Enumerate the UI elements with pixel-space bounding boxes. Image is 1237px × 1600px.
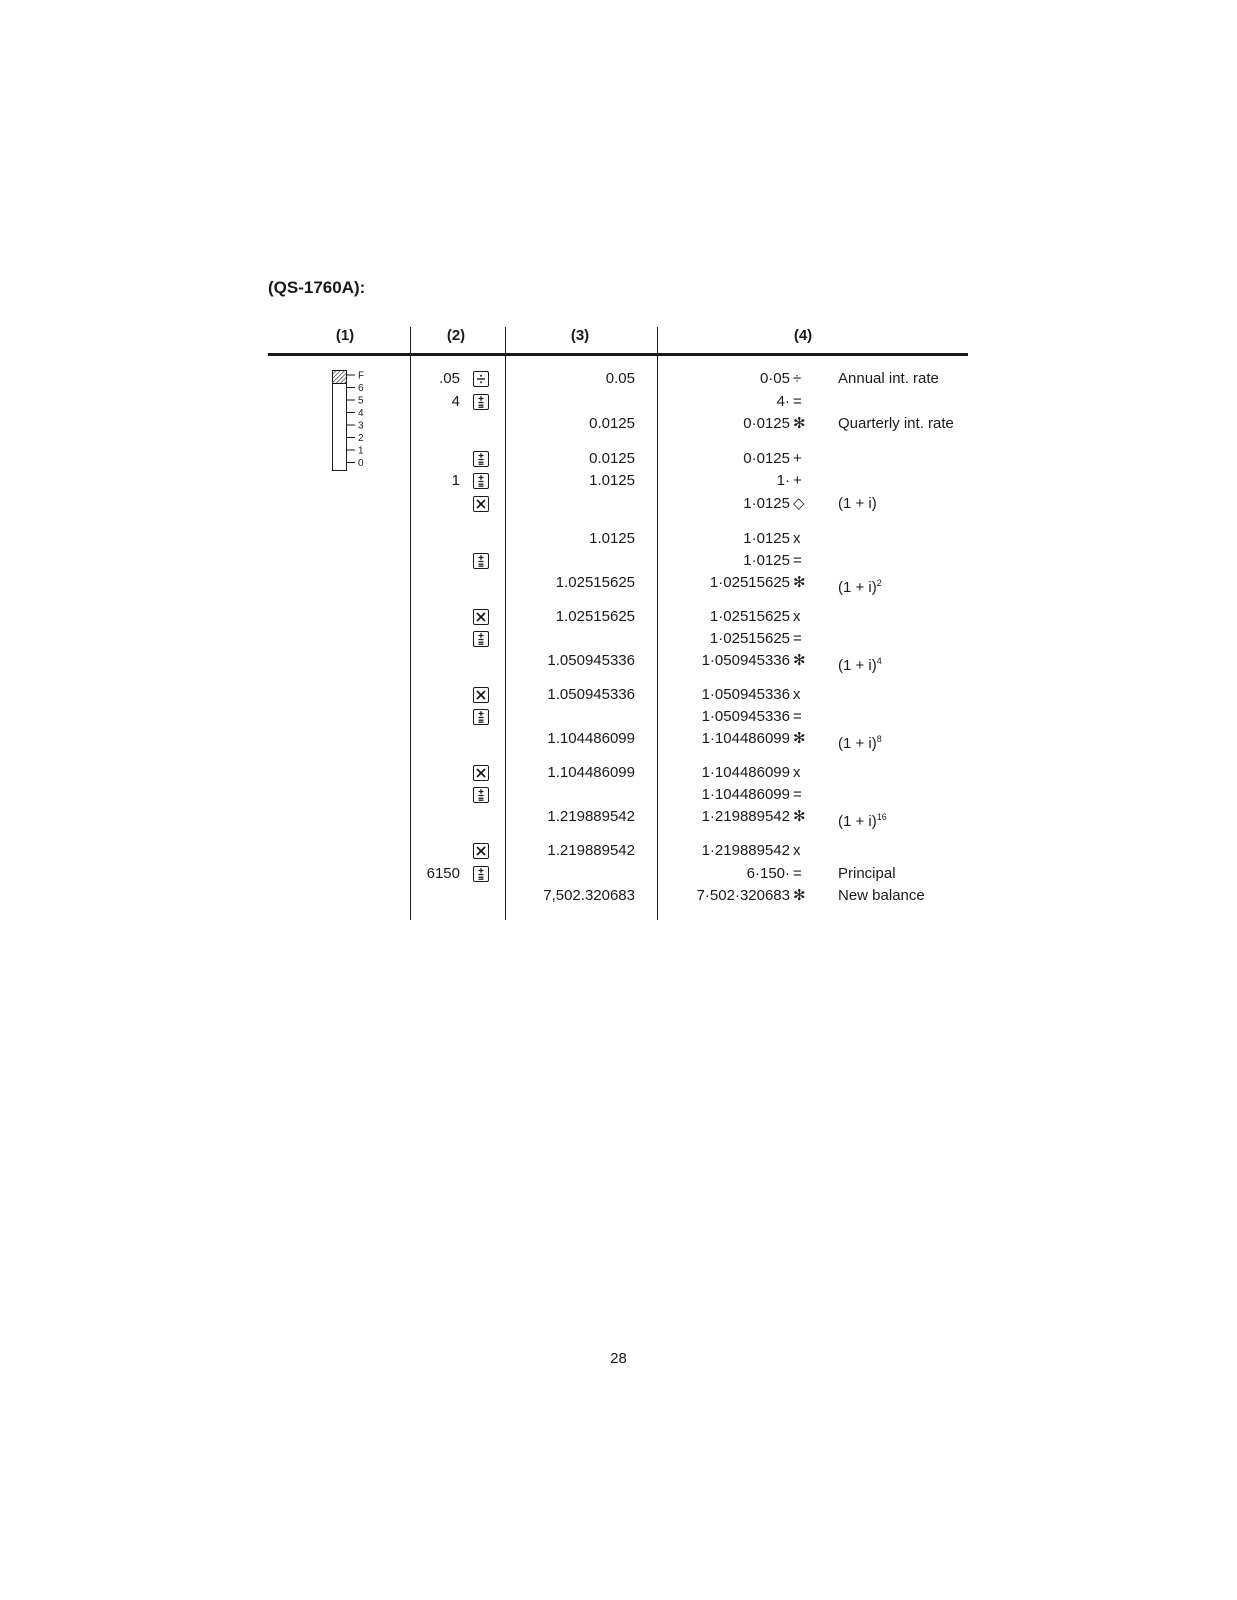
- selector-position-label: 2: [358, 433, 364, 444]
- row-note: [838, 652, 882, 675]
- tape-value: 1·104486099: [701, 786, 790, 803]
- row-note-text: (1 + i): [838, 657, 877, 674]
- tape-value: 1·050945336: [701, 686, 790, 703]
- tape-operator: =: [793, 865, 802, 882]
- tape-value: 0·0125: [743, 450, 790, 467]
- display-value: 7,502.320683: [543, 887, 635, 904]
- tape-operator: ✻: [793, 730, 806, 747]
- row-note-text: (1 + i): [838, 495, 877, 512]
- row-note: [838, 865, 896, 883]
- tape-operator: x: [793, 686, 801, 703]
- plus-minus-equals-key: [473, 709, 489, 725]
- decimal-selector-illustration: [332, 370, 382, 480]
- tape-operator: ✻: [793, 887, 806, 904]
- tape-value: 6·150·: [746, 865, 790, 882]
- row-note: [838, 415, 954, 433]
- plus-minus-equals-icon: [474, 395, 488, 409]
- multiply-key: [473, 496, 489, 512]
- row-note-exponent: 8: [876, 734, 882, 744]
- display-value: 1.104486099: [547, 764, 635, 781]
- tape-operator: =: [793, 393, 802, 410]
- tape-value: 1·104486099: [701, 730, 790, 747]
- tape-value: 0·05: [759, 370, 790, 387]
- selector-position-label: 5: [358, 395, 364, 407]
- selector-position-label: 3: [358, 420, 364, 432]
- display-value: 1.050945336: [547, 686, 635, 703]
- row-note-text: Principal: [838, 865, 896, 882]
- column-header-4: (4): [793, 327, 813, 344]
- column-divider-1: [410, 327, 411, 920]
- key-input-value: 1: [451, 472, 460, 489]
- tape-value: 1·02515625: [709, 608, 790, 625]
- display-value: 0.05: [605, 370, 635, 387]
- row-note-text: Quarterly int. rate: [838, 415, 954, 432]
- selector-position-label: 0: [358, 458, 364, 469]
- key-input-value: 4: [451, 393, 460, 410]
- tape-value: 0·0125: [743, 415, 790, 432]
- row-note-exponent: 16: [876, 812, 887, 822]
- tape-value: 1·219889542: [701, 842, 790, 859]
- display-value: 1.02515625: [555, 574, 635, 591]
- tape-value: 1·: [776, 472, 790, 489]
- tape-operator: x: [793, 842, 801, 859]
- tape-operator: ✻: [793, 415, 806, 432]
- tape-operator: =: [793, 708, 802, 725]
- tape-operator: =: [793, 552, 802, 569]
- tape-operator: x: [793, 530, 801, 547]
- tape-operator: x: [793, 764, 801, 781]
- display-value: 1.0125: [589, 472, 635, 489]
- key-input-value: .05: [439, 370, 460, 387]
- column-header-2: (2): [446, 327, 466, 344]
- display-value: 0.0125: [589, 415, 635, 432]
- row-note-exponent: 2: [876, 578, 882, 588]
- key-input-value: 6150: [426, 865, 460, 882]
- page-heading: (QS-1760A):: [268, 278, 366, 297]
- plus-minus-equals-icon: [474, 867, 488, 881]
- tape-value: 1·02515625: [709, 574, 790, 591]
- display-value: 0.0125: [589, 450, 635, 467]
- tape-value: 4·: [776, 393, 790, 410]
- display-value: 1.050945336: [547, 652, 635, 669]
- tape-value: 1·050945336: [701, 708, 790, 725]
- tape-value: 7·502·320683: [696, 887, 790, 904]
- row-note: [838, 887, 925, 905]
- selector-position-label: F: [358, 370, 365, 382]
- row-note: [838, 370, 939, 388]
- row-note: [838, 730, 882, 753]
- row-note: [838, 808, 887, 831]
- plus-minus-equals-key: [473, 631, 489, 647]
- row-note: [838, 574, 882, 597]
- plus-minus-equals-icon: [474, 632, 488, 646]
- multiply-icon: [474, 497, 488, 511]
- display-value: 1.0125: [589, 530, 635, 547]
- tape-operator: ◇: [793, 495, 805, 512]
- tape-value: 1·0125: [743, 530, 790, 547]
- tape-operator: =: [793, 786, 802, 803]
- plus-minus-equals-icon: [474, 554, 488, 568]
- tape-value: 1·104486099: [701, 764, 790, 781]
- row-note-exponent: 4: [876, 656, 882, 666]
- tape-operator: ✻: [793, 652, 806, 669]
- display-value: 1.02515625: [555, 608, 635, 625]
- selector-position-label: 6: [358, 383, 364, 394]
- selector-position-label: 1: [358, 445, 364, 457]
- display-value: 1.219889542: [547, 808, 635, 825]
- tape-value: 1·050945336: [701, 652, 790, 669]
- tape-value: 1·219889542: [701, 808, 790, 825]
- tape-operator: +: [793, 450, 802, 467]
- plus-minus-equals-key: [473, 787, 489, 803]
- plus-minus-equals-icon: [474, 788, 488, 802]
- plus-minus-equals-icon: [474, 710, 488, 724]
- selector-position-label: 4: [358, 408, 364, 419]
- tape-operator: ÷: [793, 370, 802, 387]
- tape-value: 1·02515625: [709, 630, 790, 647]
- column-header-1: (1): [335, 327, 355, 344]
- plus-minus-equals-key: [473, 866, 489, 882]
- row-note-text: (1 + i): [838, 735, 877, 752]
- page-number: 28: [610, 1350, 627, 1367]
- row-note: [838, 495, 877, 513]
- header-rule: [268, 353, 968, 356]
- decimal-selector-icon: [332, 370, 382, 475]
- plus-minus-equals-key: [473, 394, 489, 410]
- plus-minus-equals-key: [473, 553, 489, 569]
- tape-operator: x: [793, 608, 801, 625]
- tape-value: 1·0125: [743, 495, 790, 512]
- column-header-3: (3): [570, 327, 590, 344]
- row-note-text: Annual int. rate: [838, 370, 939, 387]
- row-note-text: New balance: [838, 887, 925, 904]
- row-note-text: (1 + i): [838, 579, 877, 596]
- tape-operator: +: [793, 472, 802, 489]
- display-value: 1.219889542: [547, 842, 635, 859]
- display-value: 1.104486099: [547, 730, 635, 747]
- tape-operator: ✻: [793, 574, 806, 591]
- row-note-text: (1 + i): [838, 813, 877, 830]
- tape-value: 1·0125: [743, 552, 790, 569]
- tape-operator: =: [793, 630, 802, 647]
- tape-operator: ✻: [793, 808, 806, 825]
